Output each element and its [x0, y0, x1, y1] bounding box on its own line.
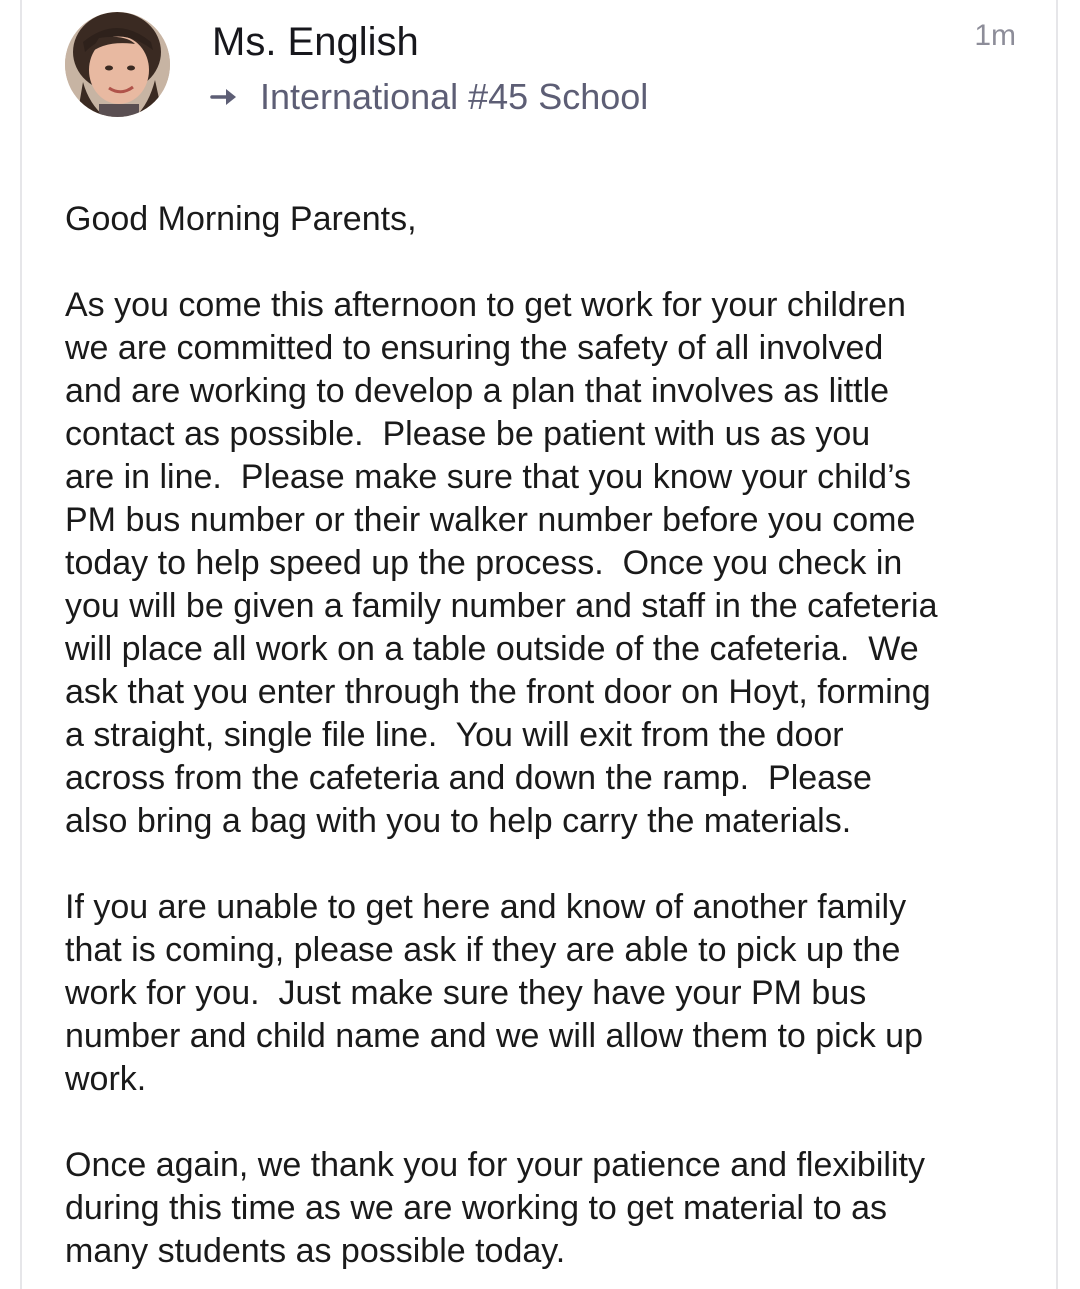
message-paragraph-greeting: Good Morning Parents,: [65, 200, 417, 238]
recipient-group[interactable]: International #45 School: [260, 76, 649, 117]
message-paragraph-instructions: As you come this afternoon to get work for your children we are committed to ensuring the safety of all involved and are working to develop a plan that involves as little contact as possible. Please be patient with us as you are in line. Please make sure that you know your child’s PM bus number or their walker number before you come today to help speed up the process. Once you check in you will be given a family number and staff in the cafeteria will place all work on a table outside of the cafeteria. We ask that you enter through the front door on Hoyt, forming a straight, single file line. You will exit from the door across from the cafeteria and down the ramp. Please also bring a bag with you to help carry the materials.: [65, 286, 938, 840]
author-avatar[interactable]: [65, 12, 170, 117]
message-paragraph-closing: Once again, we thank you for your patience and flexibility during this time as we are working to get material to as many students as possible today.: [65, 1146, 925, 1270]
arrow-right-icon: [210, 85, 240, 109]
author-name[interactable]: Ms. English: [212, 20, 419, 64]
message-paragraph-pickup: If you are unable to get here and know of another family that is coming, please ask if they are able to pick up the work for you. Just make sure they have your PM bus number and child name and we will allow them to pick up work.: [65, 888, 924, 1098]
message-body: [65, 198, 1055, 1273]
post-timestamp: 1m: [974, 19, 1016, 52]
recipient-row: [210, 72, 648, 122]
avatar-photo-icon: [65, 12, 170, 117]
post-card: [20, 0, 1058, 1289]
